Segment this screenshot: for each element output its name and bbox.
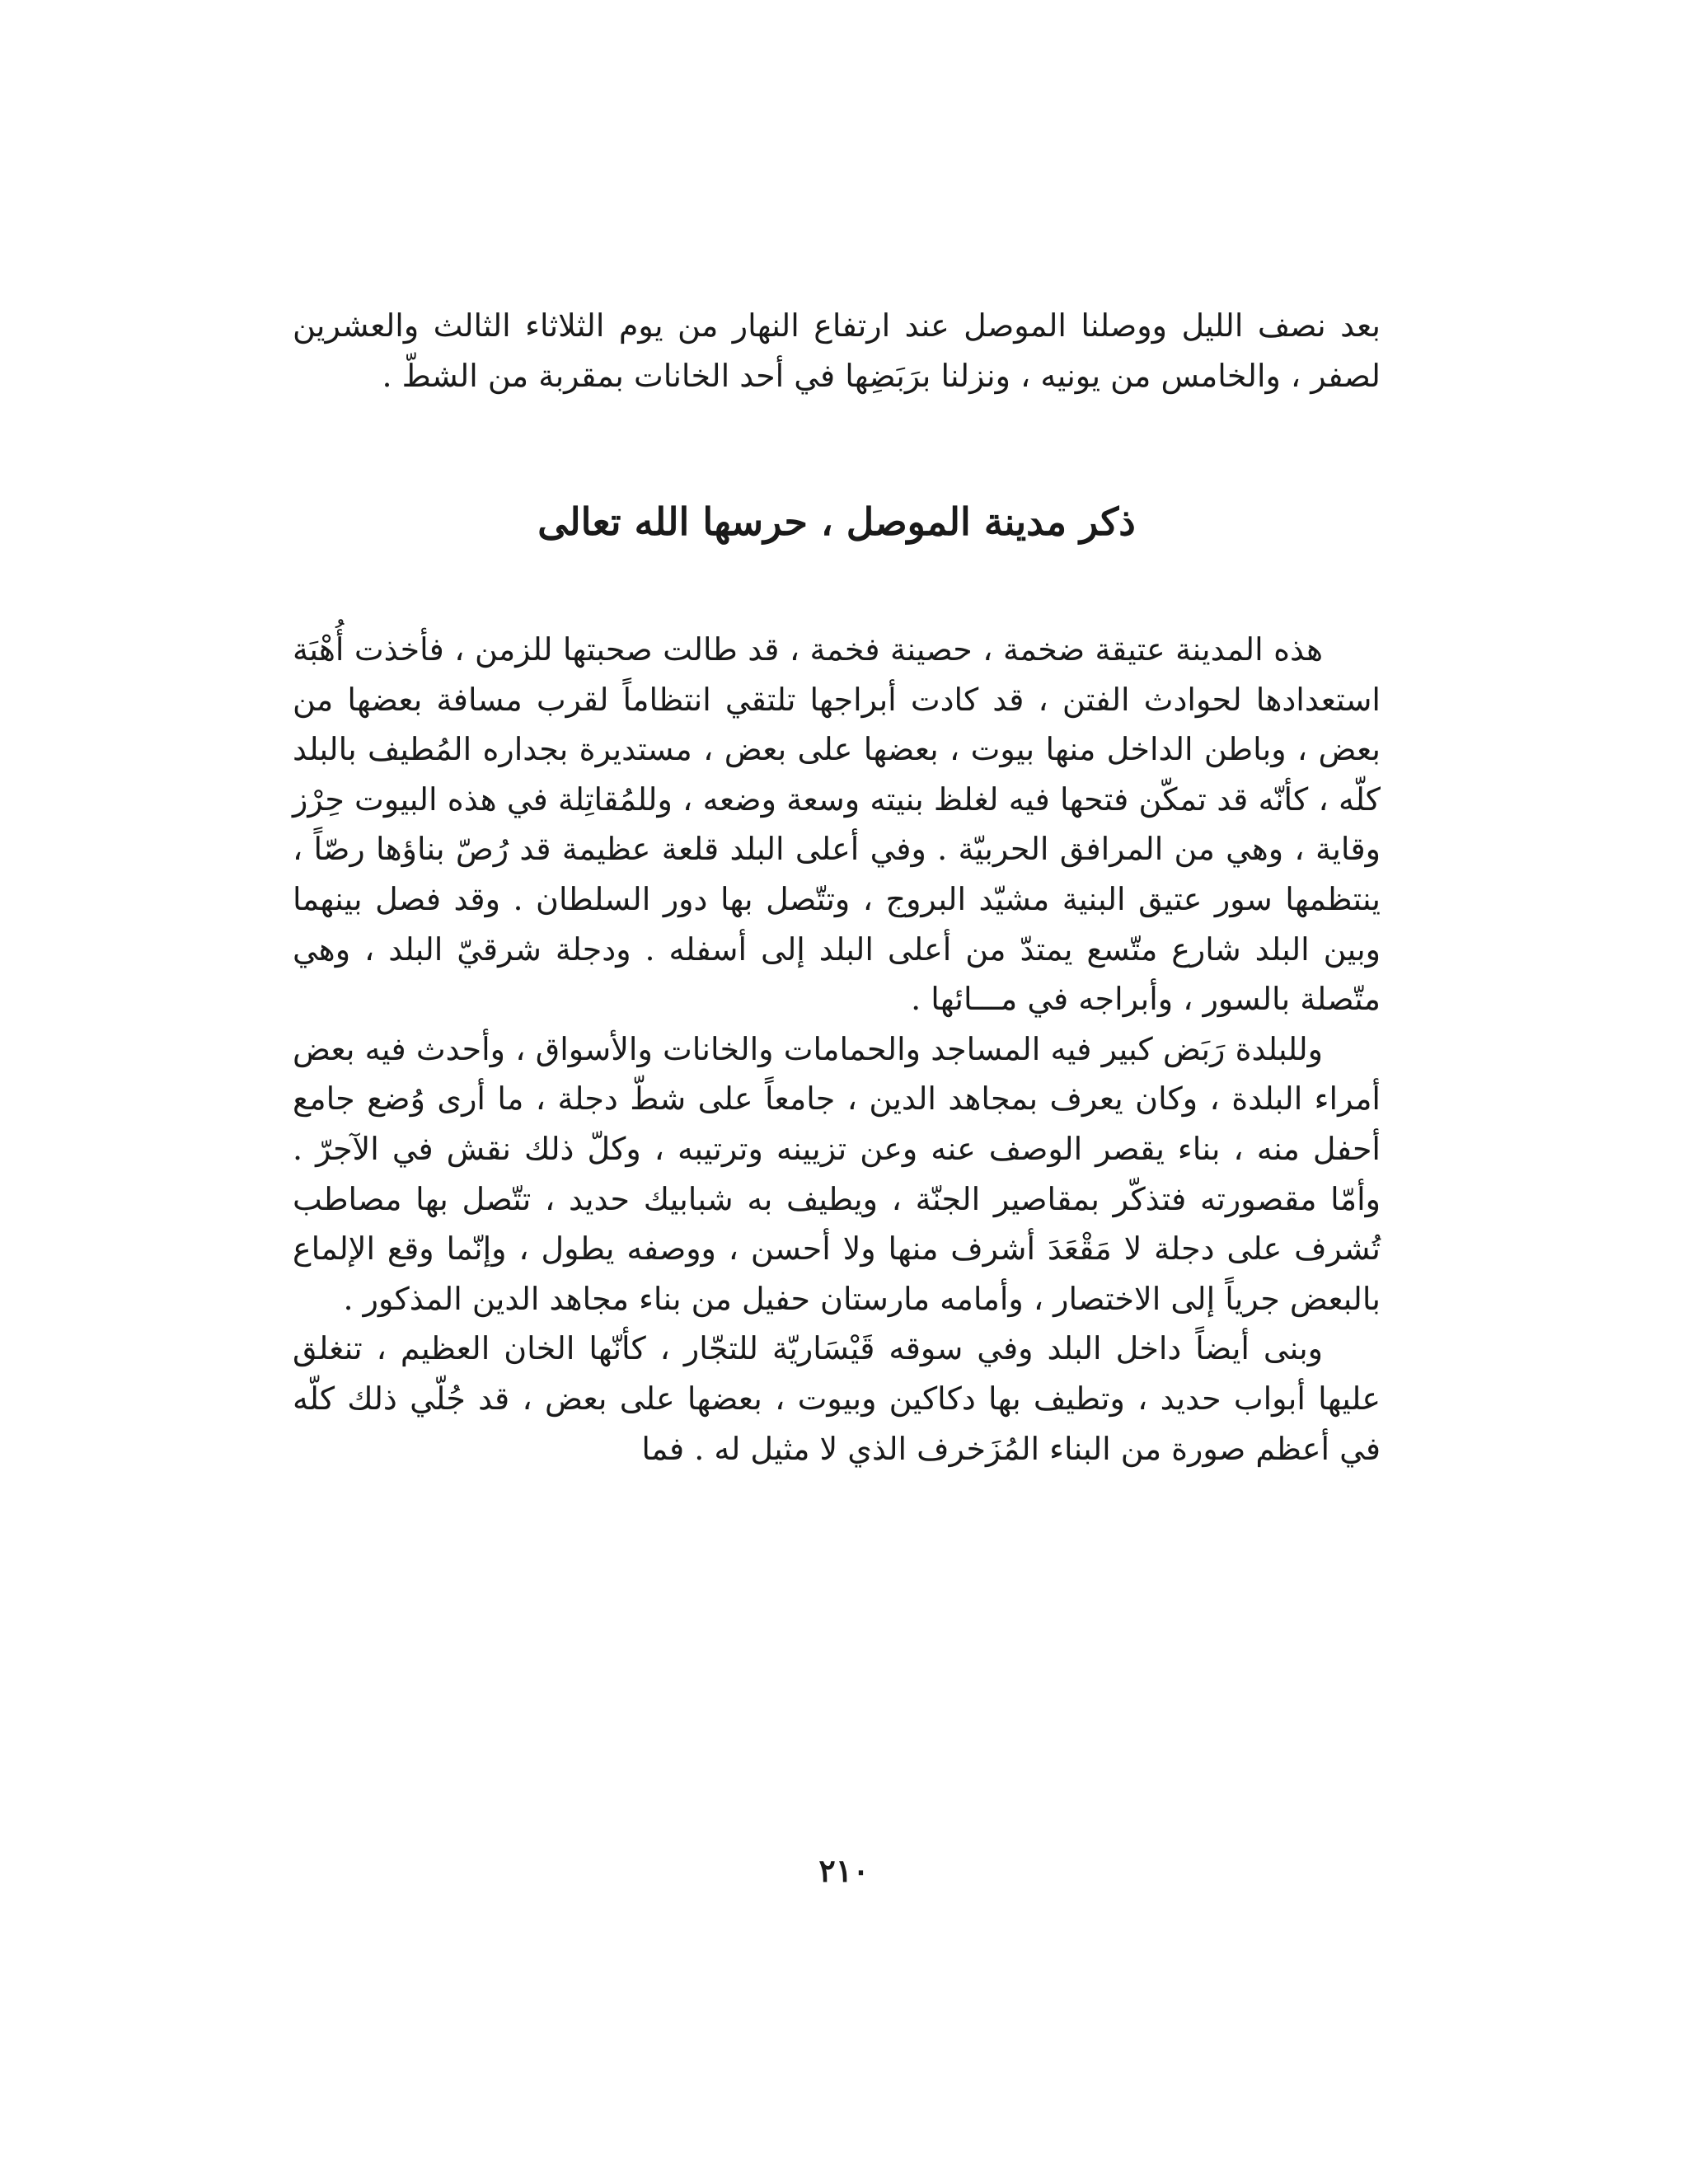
body-paragraph-2: وللبلدة رَبَض كبير فيه المساجد والحمامات والخانات والأسواق ، وأحدث فيه بعض أمراء البلدة ، وكان يعرف بمجاهد الدين ، جامعاً على شطّ دجلة ، ما أرى وُضع جامع أحفل منه ، بناء يقصر الوصف عنه وعن تزيينه وترتيبه ، وكلّ ذلك نقش في الآجرّ . وأمّا مقصورته فتذكّر بمقاصير الجنّة ، ويطيف به شبابيك حديد ، تتّصل بها مصاطب تُشرف على دجلة لا مَقْعَدَ أشرف منها ولا أحسن ، ووصفه يطول ، وإنّما وقع الإلماع بالبعض جرياً إلى الاختصار ، وأمامه مارستان حفيل من بناء مجاهد الدين المذكور . [293,1030,1381,1317]
body-text [293,625,1381,1474]
body-paragraph-1: هذه المدينة عتيقة ضخمة ، حصينة فخمة ، قد طالت صحبتها للزمن ، فأخذت أُهْبَة استعدادها لحوادث الفتن ، قد كادت أبراجها تلتقي انتظاماً لقرب مسافة بعضها من بعض ، وباطن الداخل منها بيوت ، بعضها على بعض ، مستديرة بجداره المُطيف بالبلد كلّه ، كأنّه قد تمكّن فتحها فيه لغلظ بنيته وسعة وضعه ، وللمُقاتِلة في هذه البيوت حِرْز وقاية ، وهي من المرافق الحربيّة . وفي أعلى البلد قلعة عظيمة قد رُصّ بناؤها رصّاً ، ينتظمها سور عتيق البنية مشيّد البروج ، وتتّصل بها دور السلطان . وقد فصل بينهما وبين البلد شارع متّسع يمتدّ من أعلى البلد إلى أسفله . ودجلة شرقيّ البلد ، وهي متّصلة بالسور ، وأبراجه في مـــائها . [293,631,1381,1018]
body-paragraph-3: وبنى أيضاً داخل البلد وفي سوقه قَيْسَاريّة للتجّار ، كأنّها الخان العظيم ، تنغلق عليها أبواب حديد ، وتطيف بها دكاكين وبيوت ، بعضها على بعض ، قد جُلّي ذلك كلّه في أعظم صورة من البناء المُزَخرف الذي لا مثيل له . فما [293,1330,1381,1467]
page-number: ٢١٠ [818,1852,870,1889]
section-heading: ذكر مدينة الموصل ، حرسها الله تعالى [537,499,1136,544]
intro-paragraph: بعد نصف الليل ووصلنا الموصل عند ارتفاع النهار من يوم الثلاثاء الثالث والعشرين لصفر ، والخامس من يونيه ، ونزلنا برَبَضِها في أحد الخانات بمقربة من الشطّ . [293,307,1381,394]
